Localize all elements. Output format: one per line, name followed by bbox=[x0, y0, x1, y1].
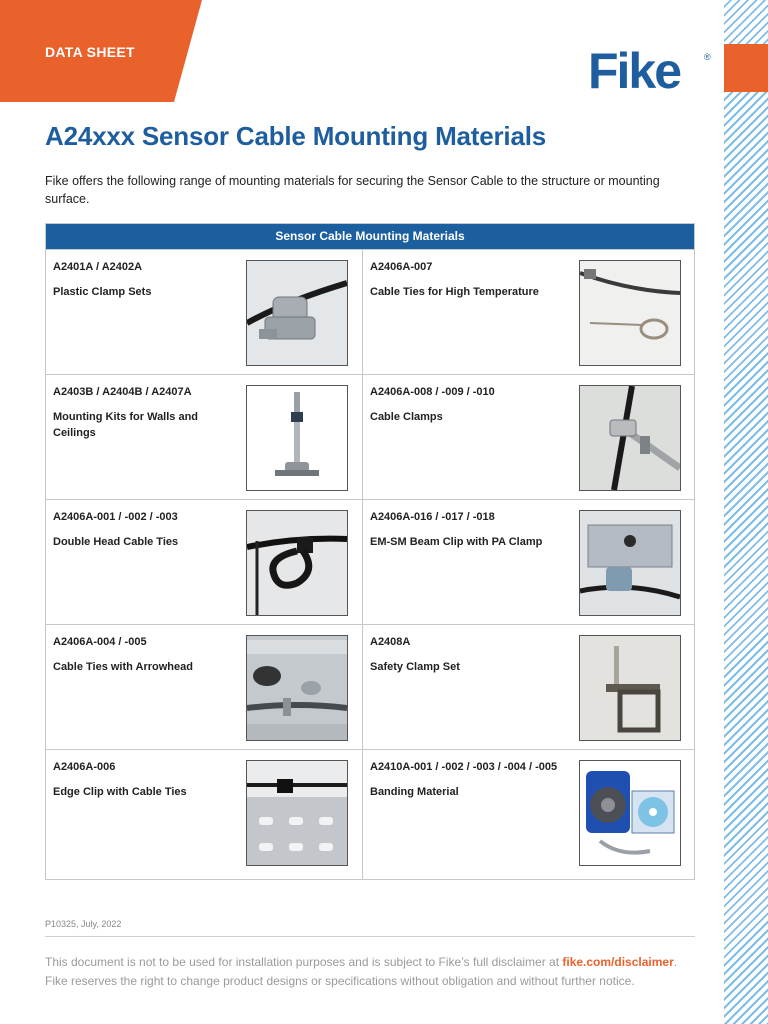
cable-tie-photo bbox=[579, 260, 681, 366]
fike-logo bbox=[588, 38, 714, 99]
footer-divider bbox=[45, 936, 695, 937]
product-code: A2403B / A2404B / A2407A bbox=[53, 386, 192, 398]
materials-grid bbox=[46, 249, 694, 879]
product-code: A2408A bbox=[370, 636, 411, 648]
disclaimer-link[interactable]: fike.com/disclaimer bbox=[562, 955, 674, 969]
product-description: Banding Material bbox=[370, 786, 459, 798]
double-head-tie-photo bbox=[246, 510, 348, 616]
table-cell bbox=[362, 624, 694, 749]
product-code: A2406A-008 / -009 / -010 bbox=[370, 386, 495, 398]
table-cell bbox=[362, 749, 694, 879]
product-description: Mounting Kits for Walls and Ceilings bbox=[53, 411, 199, 439]
table-cell bbox=[46, 374, 362, 499]
decorative-stripe-band bbox=[724, 0, 768, 1024]
product-code: A2406A-007 bbox=[370, 261, 433, 273]
table-cell bbox=[46, 499, 362, 624]
product-description: Cable Ties with Arrowhead bbox=[53, 661, 193, 673]
banding-material-photo bbox=[579, 760, 681, 866]
product-code: A2406A-016 / -017 / -018 bbox=[370, 511, 495, 523]
product-description: Double Head Cable Ties bbox=[53, 536, 179, 548]
table-cell bbox=[46, 749, 362, 879]
product-description: Cable Clamps bbox=[370, 411, 443, 423]
disclaimer-text-line2: Fike reserves the right to change product designs or specifications without obligation and without further notice. bbox=[45, 974, 635, 988]
product-description: Plastic Clamp Sets bbox=[53, 286, 152, 298]
product-code: A2406A-004 / -005 bbox=[53, 636, 147, 648]
safety-clamp-photo bbox=[579, 635, 681, 741]
table-cell bbox=[362, 249, 694, 374]
materials-table bbox=[45, 223, 695, 880]
mounting-kit-photo bbox=[246, 385, 348, 491]
cable-clamp-photo bbox=[579, 385, 681, 491]
decorative-orange-block bbox=[724, 44, 768, 92]
beam-clip-photo bbox=[579, 510, 681, 616]
document-code: P10325, July, 2022 bbox=[45, 919, 122, 929]
disclaimer-text: This document is not to be used for installation purposes and is subject to Fike’s full disclaimer at bbox=[45, 955, 563, 969]
table-header: Sensor Cable Mounting Materials bbox=[46, 224, 694, 249]
disclaimer-period: . bbox=[673, 955, 678, 969]
data-sheet-label: DATA SHEET bbox=[45, 44, 135, 60]
product-code: A2406A-001 / -002 / -003 bbox=[53, 511, 178, 523]
disclaimer bbox=[45, 953, 725, 991]
intro-paragraph: Fike offers the following range of mounting materials for securing the Sensor Cable to the structure or mounting surface. bbox=[45, 174, 660, 206]
logo-registered-mark: ® bbox=[704, 52, 711, 62]
table-cell bbox=[46, 249, 362, 374]
logo-wordmark: Fike bbox=[588, 43, 681, 94]
product-description: Cable Ties for High Temperature bbox=[370, 286, 539, 298]
plastic-clamp-photo bbox=[246, 260, 348, 366]
table-cell bbox=[46, 624, 362, 749]
product-description: Edge Clip with Cable Ties bbox=[53, 786, 187, 798]
product-code: A2406A-006 bbox=[53, 761, 116, 773]
product-description: Safety Clamp Set bbox=[370, 661, 460, 673]
arrowhead-tie-photo bbox=[246, 635, 348, 741]
product-code: A2401A / A2402A bbox=[53, 261, 143, 273]
page-title: A24xxx Sensor Cable Mounting Materials bbox=[45, 121, 546, 151]
table-cell bbox=[362, 499, 694, 624]
product-code: A2410A-001 / -002 / -003 / -004 / -005 bbox=[370, 761, 558, 773]
edge-clip-photo bbox=[246, 760, 348, 866]
product-description: EM-SM Beam Clip with PA Clamp bbox=[370, 536, 543, 548]
table-cell bbox=[362, 374, 694, 499]
